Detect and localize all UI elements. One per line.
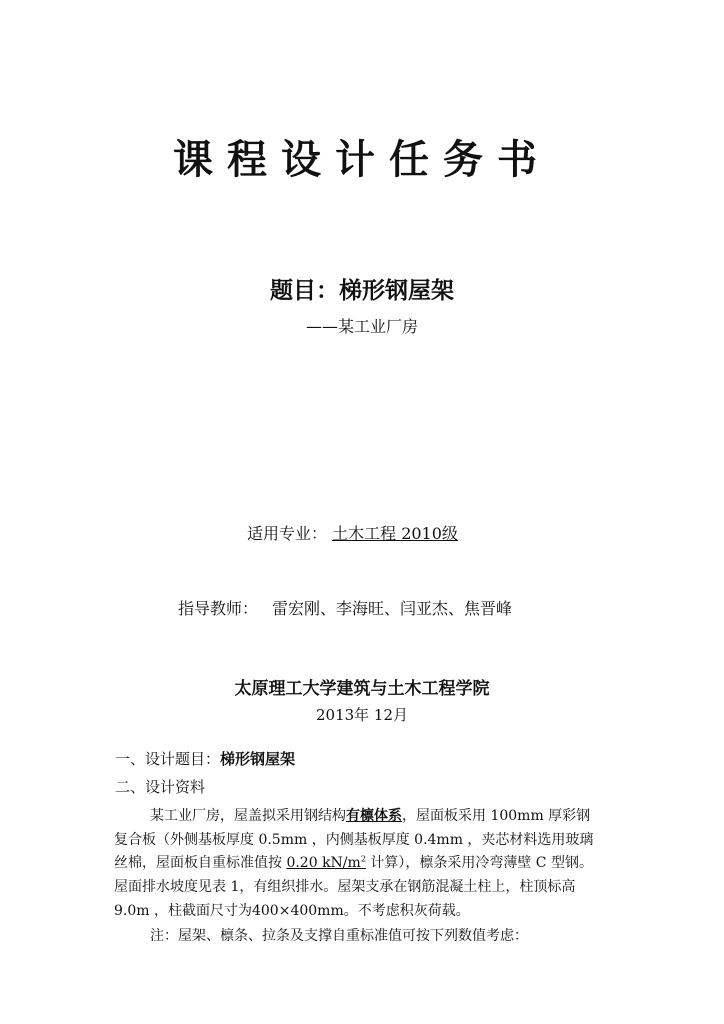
major-line [247,521,458,544]
line3-part-c: 计算），檩条采用冷弯薄壁 C 型钢。 [365,855,593,871]
line1-emphasis: 有檩体系 [346,808,402,824]
teacher-label: 指导教师： [178,599,259,618]
subtitle: ——某工业厂房 [305,317,418,336]
topic-name: 梯形钢屋架 [339,278,454,304]
paragraph-line-2: 复合板（外侧基板厚度 0.5mm ，内侧基板厚度 0.4mm ，夹芯材料选用玻璃 [114,832,594,848]
section1-label: 一、设计题目： [115,750,221,768]
line3-superscript: 2 [360,854,366,864]
line1-part-a: 某工业厂房，屋盖拟采用钢结构 [150,808,346,824]
teacher-names: 雷宏刚、李海旺、闫亚杰、焦晋峰 [272,599,513,618]
topic-label: 题目： [270,278,339,304]
college-name: 太原理工大学建筑与土木工程学院 [234,679,490,699]
paragraph-line-4: 屋面排水坡度见表 1，有组织排水。屋架支承在钢筋混凝土柱上，柱顶标高 [114,879,576,895]
line1-part-c: ，屋面板采用 100mm 厚彩钢 [402,808,591,824]
major-value: 土木工程 2010级 [332,524,458,543]
paragraph-line-1 [150,805,590,825]
section-heading-2 [115,776,205,797]
teacher-line [178,596,512,619]
paragraph-line-3 [114,852,593,872]
line3-unit: 0.20 kN/m [286,855,361,871]
paragraph-line-6: 注：屋架、檩条、拉条及支撑自重标准值可按下列数值考虑： [150,928,528,944]
document-date: 2013年 12月 [315,706,409,724]
paragraph-line-5: 9.0m ，柱截面尺寸为400×400mm。不考虑积灰荷载。 [114,903,470,919]
line3-part-a: 丝棉，屋面板自重标准值按 [114,855,287,871]
section-heading-1 [115,748,295,769]
section2-label: 二、设计资料 [115,778,206,796]
section1-value: 梯形钢屋架 [220,750,296,768]
document-title: 课程设计任务书 [173,137,551,183]
line3-value [286,855,365,871]
major-label: 适用专业： [247,524,328,543]
topic-line [0,272,724,305]
